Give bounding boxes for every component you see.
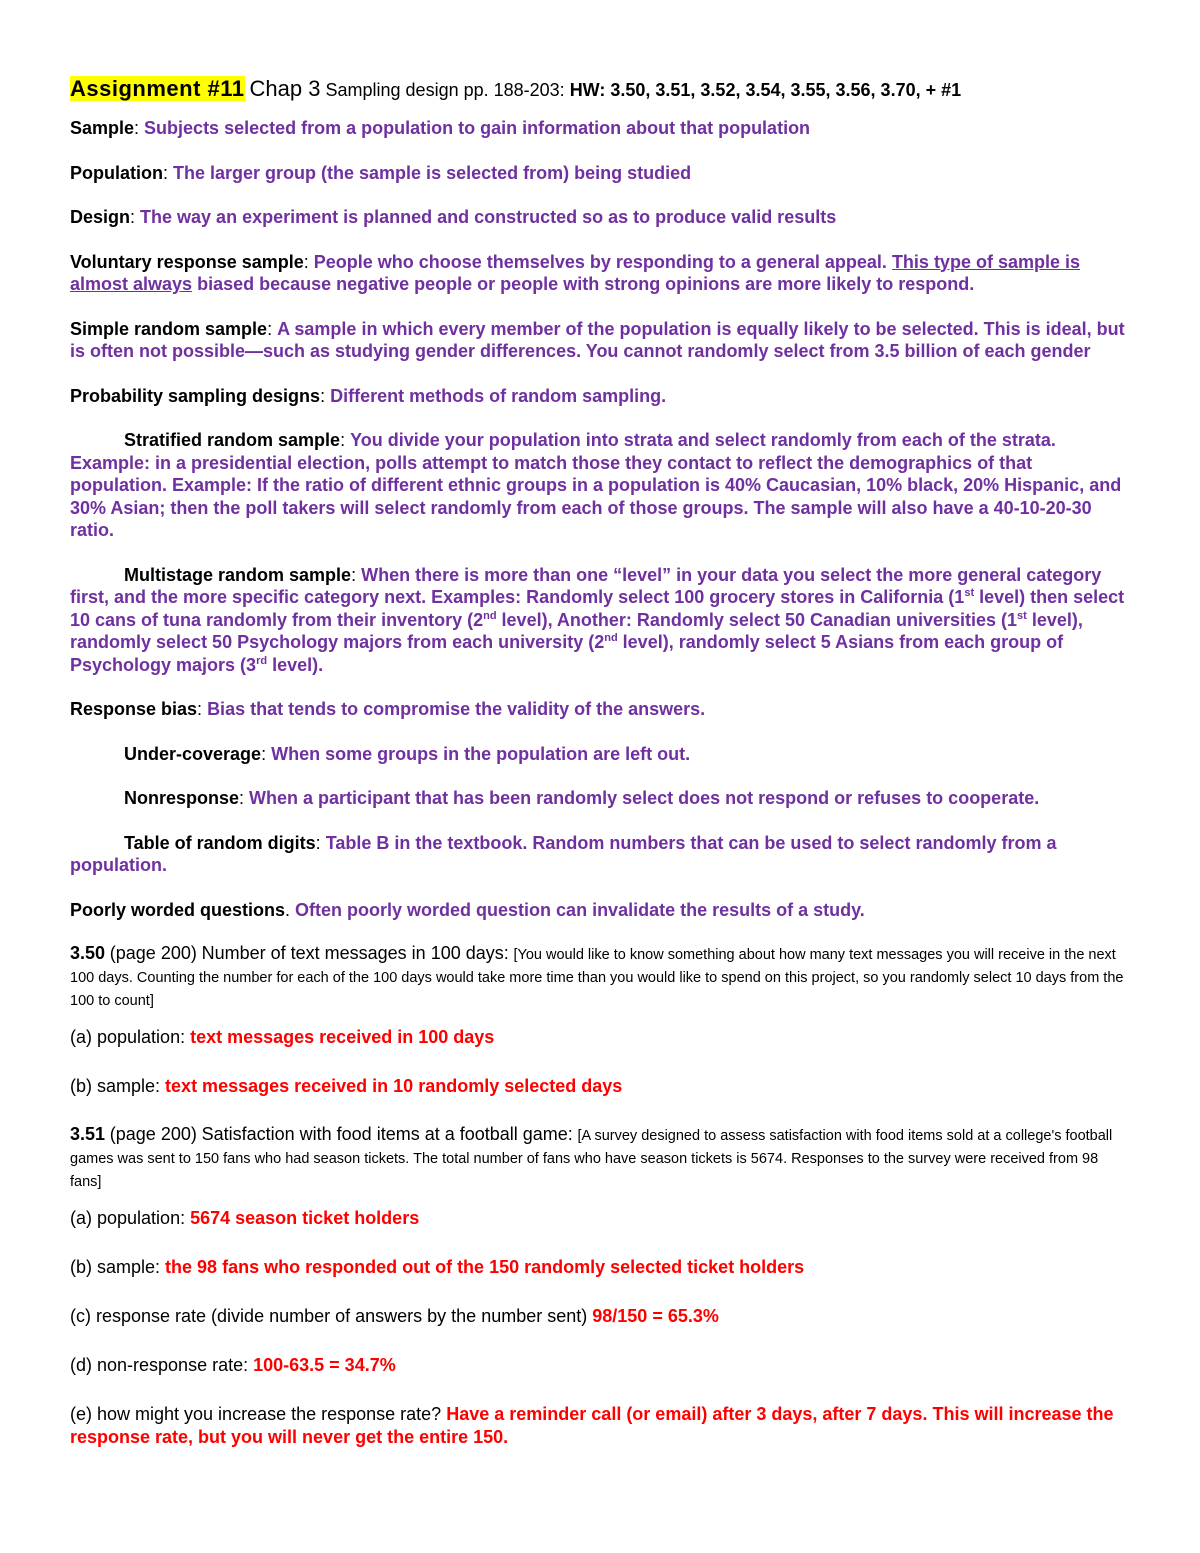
answer-text: 98/150 = 65.3%: [592, 1306, 719, 1326]
problem-3-51-part-a: [70, 1207, 1132, 1230]
def-text: Often poorly worded question can invalidate the results of a study.: [295, 899, 865, 920]
def-poorly-worded: Poorly worded questions. Often poorly worded question can invalidate the results of a study.: [70, 899, 865, 920]
def-term: Multistage random sample: [124, 564, 352, 585]
problem-3-50-part-a: [70, 1026, 1132, 1049]
def-text: Different methods of random sampling.: [330, 385, 667, 406]
def-under-coverage: Under-coverage: When some groups in the population are left out.: [124, 743, 691, 764]
def-text: Table B in the textbook. Random numbers that can be used to select randomly from a population.: [70, 832, 1057, 875]
def-term: Stratified random sample: [124, 430, 341, 450]
question-label: (a) population:: [70, 1208, 186, 1228]
problem-3-51-part-e: [70, 1403, 1132, 1449]
def-term: Population: [70, 162, 163, 183]
def-text: You divide your population into strata and select randomly from each of the strata. Example: in a presidential election, polls attempt to match those they contact to reflect the demographics of that population. Example: If the ratio of different ethnic groups in a population is 40% Caucasian, 10% black, 20% Hispanic, and 30% Asian; then the poll takers will select randomly from each of those groups. The sample will also have a 40-10-20-30 ratio.: [70, 430, 1122, 540]
def-term: Response bias: [70, 699, 198, 719]
def-text: When some groups in the population are left out.: [271, 743, 691, 764]
def-underlined-text: This type of sample is almost always: [70, 251, 1080, 294]
answer-text: the 98 fans who responded out of the 150 randomly selected ticket holders: [165, 1257, 805, 1277]
def-term: Table of random digits: [124, 832, 316, 853]
problem-number: 3.51: [70, 1124, 106, 1144]
problem-3-51-part-c: [70, 1305, 1132, 1328]
answer-text: 100-63.5 = 34.7%: [253, 1355, 396, 1375]
problem-page: (page 200): [109, 943, 197, 963]
question-label: (a) population:: [70, 1027, 186, 1047]
answer-text: 5674 season ticket holders: [190, 1208, 420, 1228]
def-term: Poorly worded questions: [70, 899, 286, 920]
answer-text: Have a reminder call (or email) after 3 days, after 7 days. This will increase the response rate, but you will never get the entire 150.: [70, 1404, 1114, 1447]
def-text: Subjects selected from a population to gain information about that population: [144, 118, 811, 138]
def-sample: Sample: Subjects selected from a population to gain information about that population: [70, 118, 811, 138]
problem-title: Number of text messages in 100 days:: [201, 943, 509, 963]
problem-3-51-part-b: [70, 1256, 1132, 1279]
def-stratified: Stratified random sample: You divide your population into strata and select randomly from each of the strata. Example: in a presidential election, polls attempt to match those they contact to reflect the demographics of that population. Example: If the ratio of different ethnic groups in a population is 40% Caucasian, 10% black, 20% Hispanic, and 30% Asian; then the poll takers will select randomly from each of those groups. The sample will also have a 40-10-20-30 ratio.: [70, 430, 1122, 540]
def-text: The larger group (the sample is selected from) being studied: [173, 162, 692, 183]
def-design: Design: The way an experiment is planned and constructed so as to produce valid results: [70, 207, 837, 227]
problem-page: (page 200): [109, 1124, 197, 1144]
def-term: Design: [70, 207, 131, 227]
document-page: [70, 76, 1132, 1475]
def-text: People who choose themselves by responding to a general appeal.: [313, 251, 887, 272]
def-text: When there is more than one “level” in your data you select the more general category first, and the more specific category next. Examples: Randomly select 100 grocery stores in California (1st level) then select 10 cans of tuna randomly from their inventory (2nd level), Another: Randomly select 50 Canadian universities (1st level), randomly select 50 Psychology majors from each university (2nd level), randomly select 5 Asians from each group of Psychology majors (3rd level).: [70, 564, 1125, 675]
def-term: Under-coverage: [124, 743, 262, 764]
def-voluntary-response: Voluntary response sample: People who choose themselves by responding to a general appeal. This type of sample is almost always biased because negative people or people with strong opinions are more likely to respond.: [70, 251, 1080, 294]
def-text-continued: biased because negative people or people with strong opinions are more likely to respond.: [197, 274, 975, 294]
question-label: (e) how might you increase the response rate?: [70, 1404, 442, 1424]
assignment-title: Assignment #11: [70, 76, 245, 101]
def-term: Simple random sample: [70, 318, 268, 339]
problem-3-51-header: [70, 1124, 1132, 1193]
question-label: (d) non-response rate:: [70, 1355, 249, 1375]
def-text: The way an experiment is planned and constructed so as to produce valid results: [140, 207, 837, 227]
problem-description: [A survey designed to assess satisfaction with food items sold at a college's football games was sent to 150 fans who had season tickets. The total number of fans who have season tickets is 5674. Responses to the survey were received from 98 fans]: [70, 1128, 1113, 1190]
homework-list: HW: 3.50, 3.51, 3.52, 3.54, 3.55, 3.56, 3.70, + #1: [569, 80, 962, 100]
problem-title: Satisfaction with food items at a football game:: [201, 1124, 573, 1144]
def-term: Probability sampling designs: [70, 385, 321, 406]
def-simple-random-sample: Simple random sample: A sample in which every member of the population is equally likely to be selected. This is ideal, but is often not possible—such as studying gender differences. You cannot randomly select from 3.5 billion of each gender: [70, 318, 1125, 361]
problem-description: [You would like to know something about how many text messages you will receive in the next 100 days. Counting the number for each of the 100 days would take more time than you would like to spend on this project, so you randomly select 10 days from the 100 to count]: [70, 947, 1124, 1009]
def-term: Nonresponse: [124, 788, 240, 808]
topic-label: Sampling design pp. 188-203:: [325, 80, 565, 100]
def-nonresponse: Nonresponse: When a participant that has been randomly select does not respond or refuses to cooperate.: [124, 788, 1040, 808]
chapter-label: Chap 3: [249, 76, 321, 101]
def-response-bias: Response bias: Bias that tends to compromise the validity of the answers.: [70, 699, 706, 719]
answer-text: text messages received in 10 randomly selected days: [165, 1076, 623, 1096]
def-random-digits: Table of random digits: Table B in the textbook. Random numbers that can be used to select randomly from a population.: [70, 832, 1057, 875]
def-population: Population: The larger group (the sample is selected from) being studied: [70, 162, 692, 183]
assignment-header: [70, 76, 1132, 103]
def-multistage: Multistage random sample: When there is more than one “level” in your data you select the more general category first, and the more specific category next. Examples: Randomly select 100 grocery stores in California (1st level) then select 10 cans of tuna randomly from their inventory (2nd level), Another: Randomly select 50 Canadian universities (1st level), randomly select 50 Psychology majors from each university (2nd level), randomly select 5 Asians from each group of Psychology majors (3rd level).: [70, 564, 1125, 675]
def-probability-sampling: Probability sampling designs: Different methods of random sampling.: [70, 385, 667, 406]
def-text: A sample in which every member of the population is equally likely to be selected. This is ideal, but is often not possible—such as studying gender differences. You cannot randomly select from 3.5 billion of each gender: [70, 318, 1125, 361]
def-term: Sample: [70, 118, 135, 138]
question-label: (b) sample:: [70, 1076, 161, 1096]
problem-3-50-part-b: [70, 1075, 1132, 1098]
def-term: Voluntary response sample: [70, 251, 304, 272]
def-text: When a participant that has been randomly select does not respond or refuses to cooperate.: [249, 788, 1040, 808]
problem-3-51-part-d: [70, 1354, 1132, 1377]
answer-text: text messages received in 100 days: [190, 1027, 495, 1047]
question-label: (c) response rate (divide number of answers by the number sent): [70, 1306, 588, 1326]
problem-3-50-header: [70, 943, 1132, 1012]
def-text: Bias that tends to compromise the validity of the answers.: [207, 699, 706, 719]
question-label: (b) sample:: [70, 1257, 161, 1277]
problem-number: 3.50: [70, 943, 106, 963]
